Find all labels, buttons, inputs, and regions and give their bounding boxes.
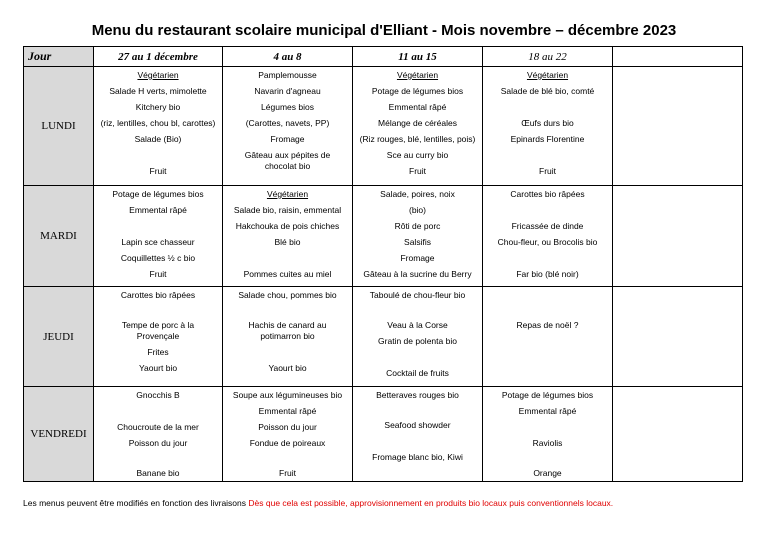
menu-item: Far bio (blé noir) xyxy=(516,269,579,279)
menu-item: Poisson du jour xyxy=(128,438,188,448)
row-lundi xyxy=(24,67,743,186)
menu-item: Hachis de canard au xyxy=(248,320,327,330)
menu-item: Lapin sce chasseur xyxy=(121,237,195,247)
menu-item: Carottes bio râpées xyxy=(510,189,585,199)
day-vendredi: VENDREDI xyxy=(24,387,94,482)
menu-item: Provençale xyxy=(136,331,180,341)
menu-item: Salade chou, pommes bio xyxy=(238,290,337,300)
menu-item: Végétarien xyxy=(396,70,439,80)
menu-item: Emmental râpé xyxy=(518,406,577,416)
menu-item: Coquillettes ½ c bio xyxy=(120,253,196,263)
cell-jeudi-w5 xyxy=(613,287,743,387)
menu-item: chocolat bio xyxy=(264,161,311,171)
row-vendredi xyxy=(24,387,743,482)
menu-item: Fondue de poireaux xyxy=(249,438,326,448)
menu-item: Choucroute de la mer xyxy=(117,422,199,432)
page-title: Menu du restaurant scolaire municipal d'Elliant - Mois novembre – décembre 2023 xyxy=(91,22,677,39)
menu-item: Frites xyxy=(147,347,169,357)
menu-item: Végétarien xyxy=(266,189,309,199)
menu-item: (Carottes, navets, PP) xyxy=(245,118,330,128)
menu-item: Gnocchis B xyxy=(136,390,180,400)
footer-highlight: Dès que cela est possible, approvisionnement en produits bio locaux puis conventionnels locaux. xyxy=(248,498,614,508)
menu-item: Mélange de céréales xyxy=(378,118,457,128)
menu-item: Kitchery bio xyxy=(135,102,181,112)
cell-vendredi-w2 xyxy=(223,387,353,482)
menu-item: Yaourt bio xyxy=(138,363,178,373)
menu-item: Fromage xyxy=(400,253,435,263)
menu-item: Salade, poires, noix xyxy=(380,189,455,199)
cell-jeudi-w1 xyxy=(94,287,223,387)
menu-item: Fruit xyxy=(409,166,426,176)
menu-item: Salade H verts, mimolette xyxy=(109,86,207,96)
menu-item: Gâteau à la sucrine du Berry xyxy=(363,269,472,279)
cell-vendredi-w1 xyxy=(94,387,223,482)
cell-lundi-w1 xyxy=(94,67,223,186)
header-week-2: 4 au 8 xyxy=(223,47,353,67)
menu-item: Emmental râpé xyxy=(258,406,317,416)
footer-note xyxy=(23,498,613,508)
menu-item: Végétarien xyxy=(526,70,569,80)
menu-item: Fruit xyxy=(149,269,167,279)
menu-item: Yaourt bio xyxy=(268,363,307,373)
cell-jeudi-w4 xyxy=(483,287,613,387)
menu-item: Orange xyxy=(533,468,562,478)
cell-lundi-w2 xyxy=(223,67,353,186)
menu-item: Poisson du jour xyxy=(258,422,317,432)
cell-mardi-w5 xyxy=(613,186,743,287)
menu-item: Carottes bio râpées xyxy=(120,290,196,300)
menu-item: (Riz rouges, blé, lentilles, pois) xyxy=(359,134,476,144)
menu-item: Betteraves rouges bio xyxy=(376,390,459,400)
menu-item: Taboulé de chou-fleur bio xyxy=(369,290,466,300)
menu-item: Emmental râpé xyxy=(388,102,447,112)
cell-mardi-w3 xyxy=(353,186,483,287)
row-mardi xyxy=(24,186,743,287)
menu-table xyxy=(23,46,743,482)
menu-item: Sce au curry bio xyxy=(386,150,449,160)
menu-item: Potage de légumes bios xyxy=(501,390,594,400)
menu-item: Fruit xyxy=(539,166,556,176)
menu-item: Repas de noël ? xyxy=(516,320,579,330)
cell-jeudi-w3 xyxy=(353,287,483,387)
menu-item: Epinards Florentine xyxy=(510,134,585,144)
menu-item: Fruit xyxy=(149,166,167,176)
day-mardi: MARDI xyxy=(24,186,94,287)
cell-lundi-w5 xyxy=(613,67,743,186)
menu-item: Pamplemousse xyxy=(258,70,317,80)
cell-mardi-w2 xyxy=(223,186,353,287)
cell-lundi-w4 xyxy=(483,67,613,186)
menu-item: Veau à la Corse xyxy=(387,320,448,330)
menu-item: Emmental râpé xyxy=(129,205,187,215)
cell-mardi-w4 xyxy=(483,186,613,287)
day-jeudi: JEUDI xyxy=(24,287,94,387)
menu-item: Fromage blanc bio, Kiwi xyxy=(372,452,463,462)
header-week-1: 27 au 1 décembre xyxy=(94,47,223,67)
menu-item: Raviolis xyxy=(532,438,563,448)
menu-item: Seafood showder xyxy=(384,420,451,430)
header-week-5 xyxy=(613,47,743,67)
menu-item: Potage de légumes bios xyxy=(112,189,204,199)
menu-item: Cocktail de fruits xyxy=(386,368,449,378)
menu-item: Salade (Bio) xyxy=(134,134,182,144)
menu-item: Gâteau aux pépites de xyxy=(244,150,331,160)
cell-jeudi-w2 xyxy=(223,287,353,387)
menu-item: Banane bio xyxy=(136,468,180,478)
row-jeudi xyxy=(24,287,743,387)
menu-item: (riz, lentilles, chou bl, carottes) xyxy=(100,118,216,128)
menu-item: Potage de légumes bios xyxy=(371,86,464,96)
menu-item: Salade bio, raisin, emmental xyxy=(233,205,342,215)
menu-item: Tempe de porc à la xyxy=(121,320,195,330)
cell-lundi-w3 xyxy=(353,67,483,186)
menu-item: Salade de blé bio, comté xyxy=(500,86,595,96)
cell-mardi-w1 xyxy=(94,186,223,287)
cell-vendredi-w4 xyxy=(483,387,613,482)
menu-item: (bio) xyxy=(408,205,426,215)
menu-item: Fruit xyxy=(279,468,296,478)
menu-item: Blé bio xyxy=(274,237,301,247)
day-lundi: LUNDI xyxy=(24,67,94,186)
header-row xyxy=(24,47,743,67)
header-week-4: 18 au 22 xyxy=(483,47,613,67)
menu-item: Fromage xyxy=(270,134,305,144)
menu-item: Soupe aux légumineuses bio xyxy=(232,390,343,400)
menu-item: Œufs durs bio xyxy=(521,118,574,128)
menu-item: Hakchouka de pois chiches xyxy=(235,221,340,231)
footer-text: Les menus peuvent être modifiés en fonction des livraisons xyxy=(23,498,247,508)
header-day: Jour xyxy=(24,47,94,67)
menu-item: Chou-fleur, ou Brocolis bio xyxy=(497,237,598,247)
menu-item: Rôti de porc xyxy=(394,221,441,231)
menu-item: Légumes bios xyxy=(261,102,314,112)
menu-item: Gratin de polenta bio xyxy=(378,336,457,346)
menu-item: Navarin d'agneau xyxy=(254,86,321,96)
menu-item: Pommes cuites au miel xyxy=(243,269,332,279)
menu-item: Fricassée de dinde xyxy=(511,221,584,231)
menu-item: potimarron bio xyxy=(260,331,315,341)
cell-vendredi-w5 xyxy=(613,387,743,482)
menu-item: Végétarien xyxy=(137,70,179,80)
menu-item: Salsifis xyxy=(404,237,431,247)
header-week-3: 11 au 15 xyxy=(353,47,483,67)
cell-vendredi-w3 xyxy=(353,387,483,482)
